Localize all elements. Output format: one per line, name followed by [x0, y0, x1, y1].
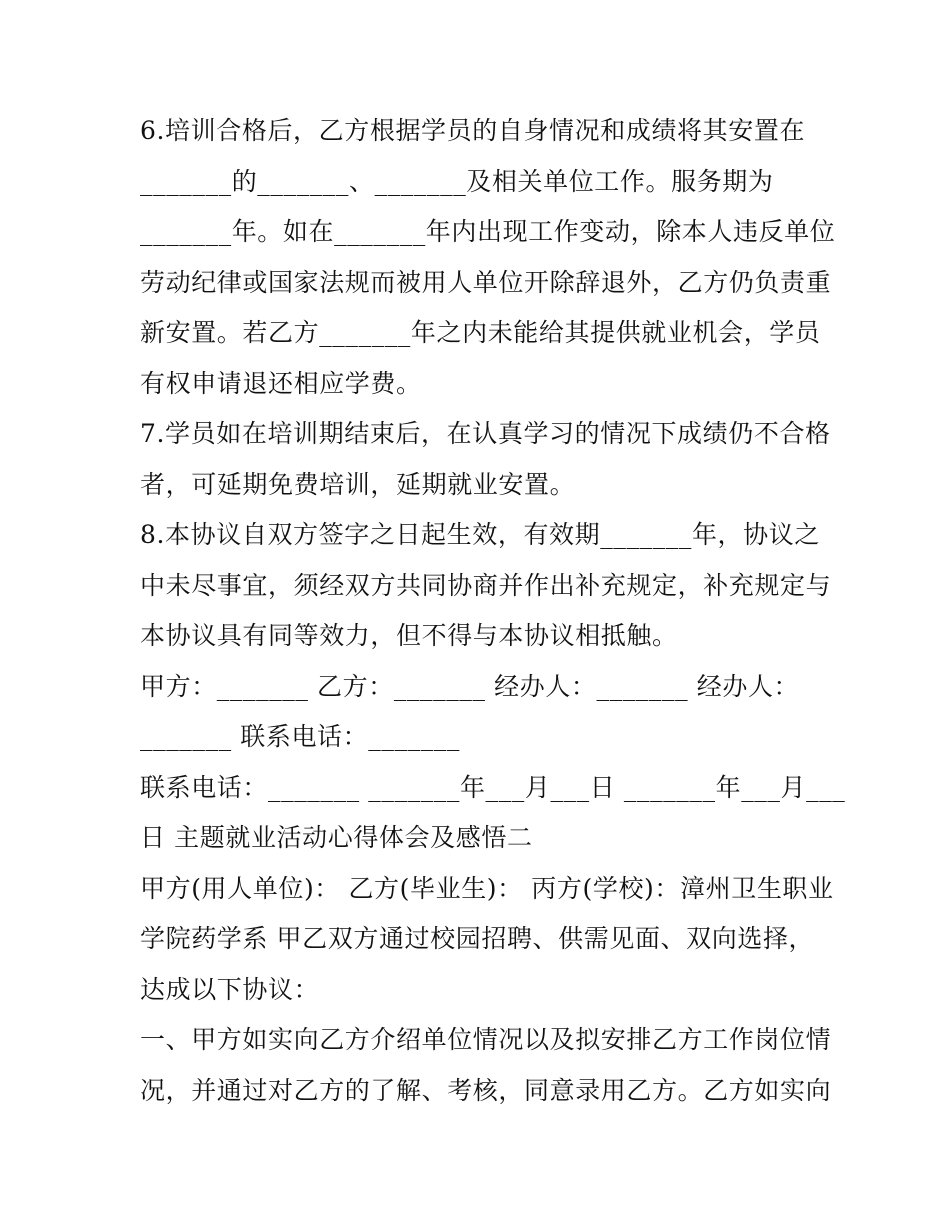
text-line: 甲方：_______ 乙方：_______ 经办人：_______ 经办人： — [140, 671, 800, 701]
text-line: 6.培训合格后，乙方根据学员的自身情况和成绩将其安置在 — [140, 116, 806, 145]
text-line: 劳动纪律或国家法规而被用人单位开除辞退外，乙方仍负责重 — [140, 267, 832, 297]
text-line: 日 主题就业活动心得体会及感悟二 — [140, 823, 533, 852]
text-line: 达成以下协议： — [140, 974, 320, 1004]
text-line: 联系电话：_______ _______年___月___日 _______年___月___ — [140, 772, 846, 802]
text-line: 中未尽事宜，须经双方共同协商并作出补充规定，补充规定与 — [140, 570, 832, 600]
text-line: 甲方(用人单位)： 乙方(毕业生)： 丙方(学校)：漳州卫生职业 — [140, 873, 834, 903]
text-line: 况，并通过对乙方的了解、考核，同意录用乙方。乙方如实向 — [140, 1075, 832, 1105]
text-line: _______ 联系电话：_______ — [140, 722, 460, 751]
text-line: 一、甲方如实向乙方介绍单位情况以及拟安排乙方工作岗位情 — [140, 1025, 832, 1054]
document-body — [140, 106, 846, 1116]
text-line: 新安置。若乙方_______年之内未能给其提供就业机会，学员 — [140, 318, 821, 347]
text-line: 者，可延期免费培训，延期就业安置。 — [140, 469, 576, 499]
text-line: _______年。如在_______年内出现工作变动，除本人违反单位 — [140, 217, 836, 246]
text-line: _______的_______、_______及相关单位工作。服务期为 — [140, 166, 774, 196]
text-line: 8.本协议自双方签字之日起生效，有效期_______年，协议之 — [140, 520, 820, 549]
text-line: 本协议具有同等效力，但不得与本协议相抵触。 — [140, 621, 678, 650]
text-line: 7.学员如在培训期结束后，在认真学习的情况下成绩仍不合格 — [140, 419, 831, 448]
text-line: 学院药学系 甲乙双方通过校园招聘、供需见面、双向选择， — [140, 924, 815, 953]
text-line: 有权申请退还相应学费。 — [140, 368, 422, 398]
